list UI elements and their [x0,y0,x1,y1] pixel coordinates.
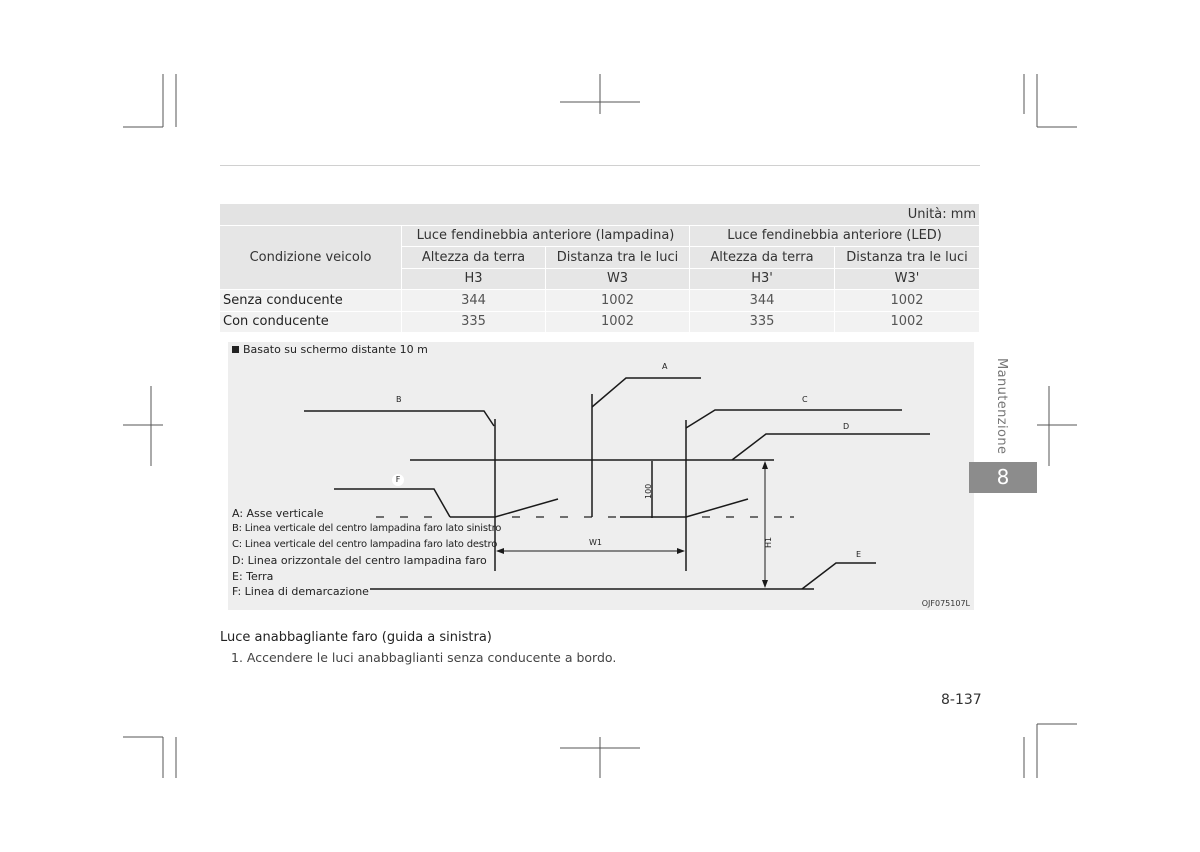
step-item: 1. Accendere le luci anabbaglianti senza conducente a bordo. [231,650,617,665]
leader-d [732,434,930,460]
legend-item: B: Linea verticale del centro lampadina faro lato sinistro [232,523,502,534]
line-a [592,378,701,407]
table-cell: 1002 [546,312,690,334]
table-cell: 344 [402,290,546,312]
leader-e [802,563,876,589]
row-label: Con conducente [220,312,402,334]
line-b [304,411,494,426]
label-a: A [662,362,668,371]
sub-header: Altezza da terra [690,247,835,269]
figure-code: OJF075107L [921,599,970,608]
group-header-led: Luce fendinebbia anteriore (LED) [690,226,980,248]
fog-light-spec-table [220,204,980,333]
line-f [334,489,450,517]
symbol-header: H3' [690,269,835,291]
table-cell: 335 [402,312,546,334]
line-c [686,410,902,428]
figure-title-text: Basato su schermo distante 10 m [243,343,428,356]
label-c: C [802,395,808,404]
row-label: Senza conducente [220,290,402,312]
sub-header: Distanza tra le luci [835,247,980,269]
arrowhead-w1-right [677,548,685,554]
label-d: D [843,422,850,431]
section-title: Luce anabbagliante faro (guida a sinistra) [220,630,492,645]
cutoff-right-slope [686,499,748,517]
table-cell: 1002 [546,290,690,312]
label-w1: W1 [589,538,602,547]
symbol-header: W3' [835,269,980,291]
label-e: E [856,550,862,559]
legend-item: D: Linea orizzontale del centro lampadina faro [232,554,487,567]
headlight-aim-diagram [228,342,974,610]
label-f: F [392,474,404,486]
arrowhead-h1-bottom [762,580,768,588]
cutoff-left-slope [495,499,558,517]
label-b: B [396,395,402,404]
unit-label: Unità: mm [220,204,980,226]
table-row [220,312,980,334]
label-h1: H1 [764,536,773,548]
symbol-header: W3 [546,269,690,291]
table-cell: 1002 [835,290,980,312]
legend-item: C: Linea verticale del centro lampadina faro lato destro [232,539,498,550]
legend-item: F: Linea di demarcazione [232,585,369,598]
chapter-side-label: Manutenzione [994,358,1009,455]
table-row [220,290,980,312]
label-100: 100 [644,483,653,499]
page-number: 8-137 [941,692,982,708]
table-cell: 344 [690,290,835,312]
table-cell: 335 [690,312,835,334]
top-rule [220,165,980,166]
arrowhead-h1-top [762,461,768,469]
sub-header: Distanza tra le luci [546,247,690,269]
legend-item: A: Asse verticale [232,507,324,520]
arrowhead-w1-left [496,548,504,554]
symbol-header: H3 [402,269,546,291]
chapter-badge: 8 [969,462,1037,493]
group-header-bulb: Luce fendinebbia anteriore (lampadina) [402,226,690,248]
legend-item: E: Terra [232,570,274,583]
row-header: Condizione veicolo [220,226,402,291]
sub-header: Altezza da terra [402,247,546,269]
aim-diagram-svg [228,342,974,610]
table-cell: 1002 [835,312,980,334]
